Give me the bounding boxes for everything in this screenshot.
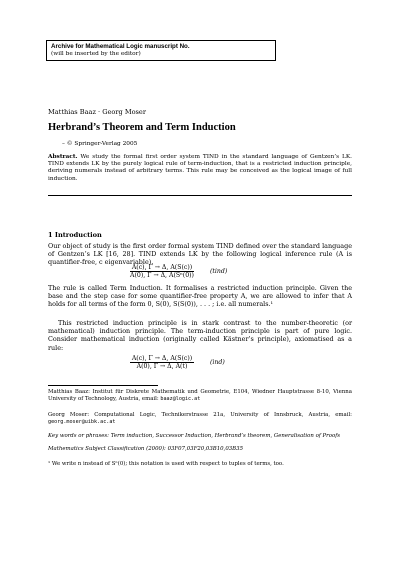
section-heading: 1 Introduction	[48, 231, 102, 239]
paragraph-3: This restricted induction principle is in stark contrast to the number-theoretic (or mathematical) induction principle. The term-induction principle is part of pure logic. Consider mathematical induction (originally called Kästner’s principle), axiomatised as a rule:	[48, 319, 352, 352]
msc-classification: Mathematics Subject Classification (2000): 03F07,03F20,03B10,03B35	[48, 446, 243, 452]
abstract-label: Abstract.	[48, 154, 78, 160]
affiliation-moser-text: Georg Moser: Computational Logic, Technikerstrasse 21a, University of Innsbruck, Austria, email:	[48, 412, 352, 418]
journal-header-box	[46, 40, 276, 61]
abstract-text: We study the formal first order system TIND in the standard language of Gentzen’s LK. TIND extends LK by the purely logical rule of term-induction, that is a restricted induction principle, deriving numerals instead of arbitrary terms. This rule may be conceived as the logical image of full induction.	[48, 154, 353, 182]
journal-name: Archive for Mathematical Logic manuscript No.	[51, 43, 190, 50]
section-divider	[48, 195, 352, 196]
tind-conclusion: A(0), Γ → Δ, A(Sⁿ(0))	[130, 272, 194, 279]
paper-title: Herbrand’s Theorem and Term Induction	[48, 122, 236, 133]
abstract	[48, 154, 352, 183]
affiliation-baaz	[48, 389, 352, 403]
footnote-divider	[48, 385, 158, 386]
journal-note: (will be inserted by the editor)	[51, 51, 141, 57]
keywords: Key words or phrases: Term induction, Successor Induction, Herbrand’s theorem, Generalisation of Proofs	[48, 433, 340, 439]
email-moser[interactable]: georg.moser@uibk.ac.at	[48, 418, 116, 425]
paragraph-1: Our object of study is the first order formal system TIND defined over the standard language of Gentzen’s LK [16, 28]. TIND extends LK by the following logical inference rule (A is quantifier-free, c eigenvariable).	[48, 242, 352, 267]
footnote-1: ¹ We write n instead of Sⁿ(0); this notation is used with respect to tuples of terms, too.	[48, 461, 284, 467]
ind-premise: A(c), Γ → Δ, A(S(c))	[131, 355, 193, 362]
tind-rule-name: (tind)	[210, 268, 228, 275]
ind-conclusion: A(0), Γ → Δ, A(t)	[136, 363, 188, 370]
ind-rule	[120, 355, 204, 370]
email-baaz[interactable]: baaz@logic.at	[160, 395, 201, 402]
tind-premise: A(c), Γ → Δ, A(S(c))	[131, 264, 193, 271]
affiliation-baaz-text: Matthias Baaz: Institut für Diskrete Mathematik und Geometrie, E104, Wiedner Hauptstrasse 8-10, Vienna University of Technology, Austria, email:	[48, 389, 352, 402]
ind-rule-name: (ind)	[210, 359, 225, 366]
paragraph-2: The rule is called Term Induction. It formalises a restricted induction principle. Given the base and the step case for some quantifier-free property A, we are allowed to infer that A holds for all terms of the form 0, S(0), S(S(0)), . . . ; i.e. all numerals.¹	[48, 284, 352, 309]
affiliation-moser	[48, 412, 352, 426]
author-line: Matthias Baaz · Georg Moser	[48, 108, 146, 116]
tind-rule	[118, 264, 206, 279]
copyright-line: – © Springer-Verlag 2005	[62, 141, 138, 147]
